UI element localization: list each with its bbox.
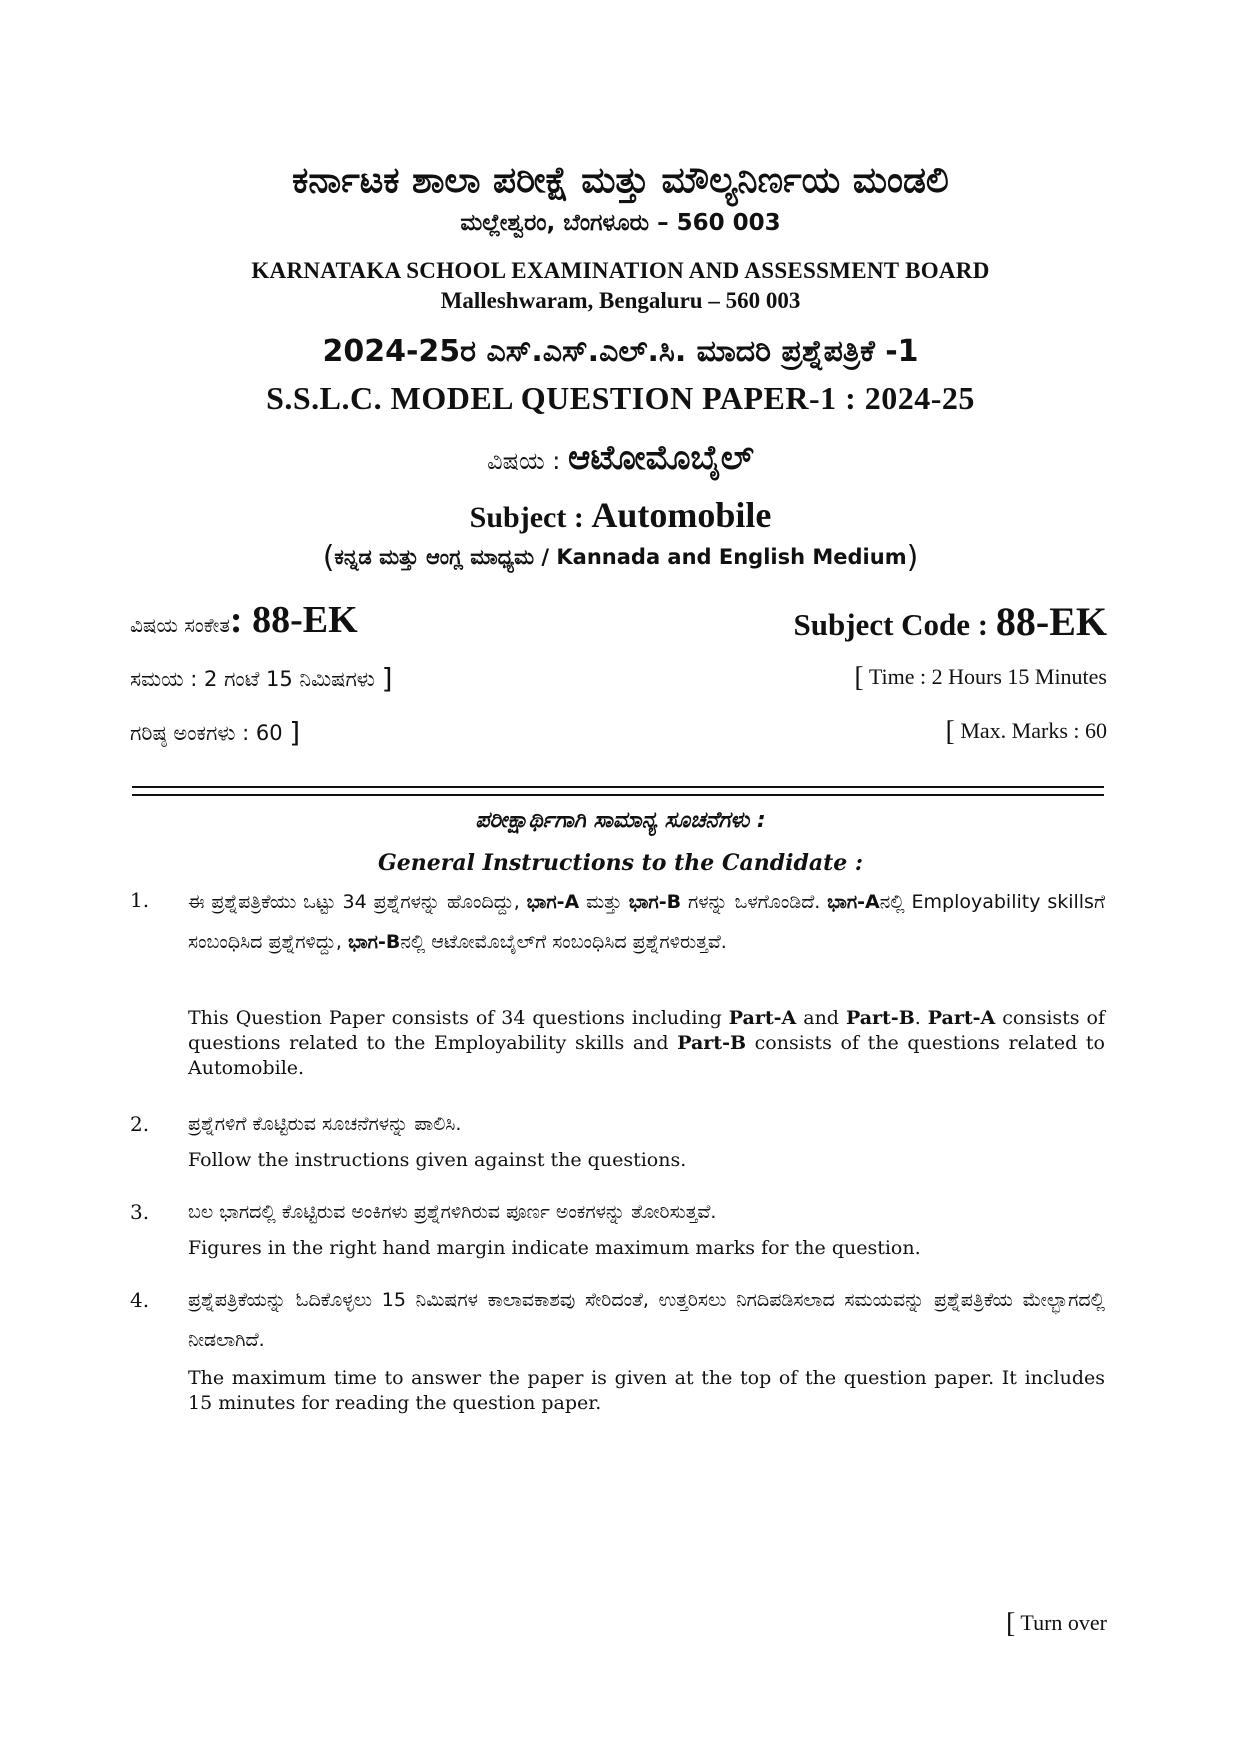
max-marks-english-bracket: [ [945, 716, 955, 747]
instruction-text-kannada: ಪ್ರಶ್ನೆಪತ್ರಿಕೆಯನ್ನು ಓದಿಕೊಳ್ಳಲು 15 ನಿಮಿಷಗಳ ಕಾಲಾವಕಾಶವು ಸೇರಿದಂತೆ, ಉತ್ತರಿಸಲು ನಿಗದಿಪಡಿಸಲಾದ ಸಮಯವನ್ನು ಪ್ರಶ್ನೆಪತ್ರಿಕೆಯ ಮೇಲ್ಭಾಗದಲ್ಲಿ ನೀಡಲಾಗಿದೆ. [188, 1289, 1105, 1351]
max-marks-kannada [130, 716, 300, 749]
subject-code-kannada-label: ವಿಷಯ ಸಂಕೇತ [130, 613, 230, 637]
instruction-text-part: ಮತ್ತು [579, 891, 629, 913]
divider-rule-bottom [132, 794, 1104, 796]
part-b-label: Part-B [677, 1032, 747, 1054]
instruction-text-part: ನಲ್ಲಿ Employability skillsಗೆ ಸಂಬಂಧಿಸಿದ ಪ್ರಶ್ನೆಗಳಿದ್ದು, [188, 891, 1105, 953]
subject-code-kannada [130, 598, 358, 642]
instruction-text-english [188, 1006, 1105, 1081]
time-english-bracket: [ [854, 662, 864, 693]
part-a-label: ಭಾಗ-A [827, 891, 880, 913]
part-b-label: ಭಾಗ-B [628, 891, 682, 913]
subject-english [0, 494, 1241, 536]
subject-code-english [794, 598, 1107, 645]
medium-line [0, 540, 1241, 575]
turn-over-text: Turn over [1015, 1610, 1107, 1635]
instruction-text-part: . [914, 1007, 928, 1029]
subject-english-label: Subject : [469, 501, 592, 534]
board-name-kannada: ಕರ್ನಾಟಕ ಶಾಲಾ ಪರೀಕ್ಷೆ ಮತ್ತು ಮೌಲ್ಯನಿರ್ಣಯ ಮಂಡಲಿ [292, 160, 949, 201]
instruction-text-part: ನಲ್ಲಿ ಆಟೋಮೊಬೈಲ್‌ಗೆ ಸಂಬಂಧಿಸಿದ ಪ್ರಶ್ನೆಗಳಿರುತ್ತವೆ. [400, 931, 727, 953]
instruction-text-kannada [188, 882, 1105, 962]
max-marks-english-text: Max. Marks : 60 [954, 718, 1107, 743]
subject-kannada [0, 438, 1241, 478]
instructions-heading-kannada: ಪರೀಕ್ಷಾರ್ಥಿಗಾಗಿ ಸಾಮಾನ್ಯ ಸೂಚನೆಗಳು : [475, 808, 766, 833]
instruction-text-english: Figures in the right hand margin indicate maximum marks for the question. [188, 1237, 921, 1259]
instruction-text-kannada: ಬಲ ಭಾಗದಲ್ಲಿ ಕೊಟ್ಟಿರುವ ಅಂಕಿಗಳು ಪ್ರಶ್ನೆಗಳಿಗಿರುವ ಪೂರ್ಣ ಅಂಕಗಳನ್ನು ತೋರಿಸುತ್ತವೆ. [188, 1201, 717, 1223]
medium-close-paren: ) [906, 540, 919, 575]
instruction-text-part: ಈ ಪ್ರಶ್ನೆಪತ್ರಿಕೆಯು ಒಟ್ಟು 34 ಪ್ರಶ್ನೆಗಳನ್ನು ಹೊಂದಿದ್ದು, [188, 891, 527, 913]
max-marks-kannada-text: ಗರಿಷ್ಠ ಅಂಕಗಳು : 60 [130, 721, 290, 745]
instruction-text-part: and [796, 1007, 846, 1029]
subject-code-kannada-value: : 88-EK [229, 599, 358, 641]
instruction-number: 2. [130, 1112, 150, 1136]
board-address-english: Malleshwaram, Bengaluru – 560 003 [440, 288, 801, 313]
instruction-text-part: This Question Paper consists of 34 questions including [188, 1007, 729, 1029]
time-english [854, 662, 1107, 694]
instruction-number: 1. [130, 888, 150, 912]
instruction-text-english: The maximum time to answer the paper is given at the top of the question paper. It includes 15 minutes for reading the question paper. [188, 1367, 1105, 1414]
turn-over-bracket: [ [1005, 1608, 1016, 1639]
max-marks-english [946, 716, 1107, 748]
part-b-label: Part-B [845, 1007, 915, 1029]
subject-code-english-label: Subject Code : [793, 607, 996, 642]
instruction-number: 3. [130, 1200, 150, 1224]
board-name-english: KARNATAKA SCHOOL EXAMINATION AND ASSESSMENT BOARD [251, 258, 990, 283]
time-kannada [130, 662, 393, 695]
subject-code-english-value: 88-EK [995, 599, 1107, 644]
instructions-heading-english: General Instructions to the Candidate : [377, 850, 864, 876]
time-kannada-bracket: ] [381, 662, 393, 695]
time-english-text: Time : 2 Hours 15 Minutes [863, 664, 1107, 689]
instruction-text-kannada: ಪ್ರಶ್ನೆಗಳಿಗೆ ಕೊಟ್ಟಿರುವ ಸೂಚನೆಗಳನ್ನು ಪಾಲಿಸಿ. [188, 1113, 462, 1135]
subject-kannada-label: ವಿಷಯ : [487, 447, 569, 475]
board-address-kannada: ಮಲ್ಲೇಶ್ವರಂ, ಬೆಂಗಳೂರು – 560 003 [460, 210, 781, 236]
subject-kannada-value: ಆಟೋಮೊಬೈಲ್ [568, 438, 754, 478]
subject-english-value: Automobile [591, 495, 772, 535]
paper-title-english: S.S.L.C. MODEL QUESTION PAPER-1 : 2024-25 [266, 380, 975, 416]
instruction-text-english: Follow the instructions given against the questions. [188, 1149, 687, 1171]
divider-rule-top [132, 786, 1104, 788]
instruction-text-part: consists of questions related to the Employability skills and [188, 1007, 1105, 1054]
instruction-number: 4. [130, 1288, 150, 1312]
turn-over-note [1006, 1608, 1107, 1640]
part-b-label: ಭಾಗ-B [347, 931, 401, 953]
time-kannada-text: ಸಮಯ : 2 ಗಂಟೆ 15 ನಿಮಿಷಗಳು [130, 667, 382, 691]
instruction-text-part: ಗಳನ್ನು ಒಳಗೊಂಡಿದೆ. [681, 891, 828, 913]
max-marks-kannada-bracket: ] [289, 716, 301, 749]
part-a-label: Part-A [728, 1007, 797, 1029]
part-a-label: ಭಾಗ-A [526, 891, 580, 913]
paper-title-kannada: 2024-25ರ ಎಸ್.ಎಸ್.ಎಲ್.ಸಿ. ಮಾದರಿ ಪ್ರಶ್ನೆಪತ್ರಿಕೆ -1 [322, 334, 919, 369]
medium-text: ಕನ್ನಡ ಮತ್ತು ಆಂಗ್ಲ ಮಾಧ್ಯಮ / Kannada and English Medium [334, 545, 907, 569]
instruction-text-part: consists of the questions related to Automobile. [188, 1032, 1105, 1079]
medium-open-paren: ( [322, 540, 335, 575]
part-a-label: Part-A [927, 1007, 996, 1029]
